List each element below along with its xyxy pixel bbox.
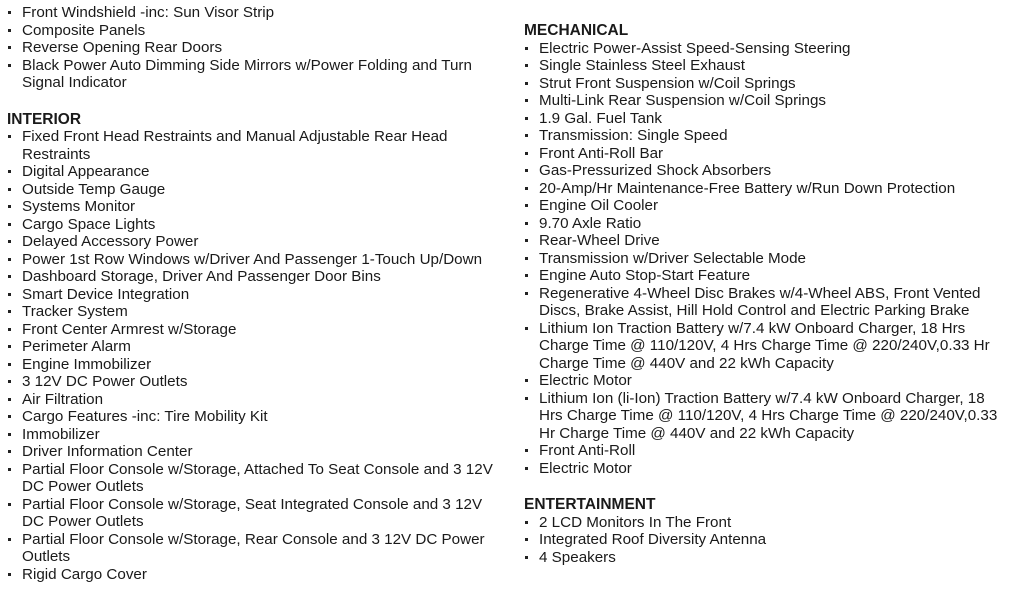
feature-text: Engine Immobilizer <box>22 355 152 373</box>
feature-item <box>7 57 512 92</box>
feature-text: Engine Auto Stop-Start Feature <box>539 267 751 284</box>
feature-item <box>7 461 512 496</box>
feature-item <box>7 443 512 461</box>
section-heading: INTERIOR <box>7 110 82 128</box>
feature-text: Front Anti-Roll Bar <box>539 144 664 162</box>
feature-item <box>7 303 512 321</box>
feature-item <box>7 4 512 22</box>
right-column <box>524 22 1019 566</box>
section-mechanical <box>524 22 1019 477</box>
feature-item <box>7 163 512 181</box>
feature-text: Air Filtration <box>22 390 104 408</box>
feature-item <box>7 408 512 426</box>
feature-item <box>7 426 512 444</box>
feature-text: Delayed Accessory Power <box>22 233 199 250</box>
feature-text: Electric Power-Assist Speed-Sensing Steering <box>539 39 851 57</box>
feature-item <box>524 145 1019 163</box>
feature-item <box>7 251 512 269</box>
feature-text: Partial Floor Console w/Storage, Seat Integrated Console and 3 12V <box>22 495 483 513</box>
feature-list <box>524 40 1019 478</box>
feature-item <box>524 92 1019 110</box>
feature-text: Immobilizer <box>22 425 100 443</box>
feature-text: Front Windshield -inc: Sun Visor Strip <box>22 4 275 21</box>
feature-text: Gas-Pressurized Shock Absorbers <box>539 162 772 179</box>
feature-item <box>524 110 1019 128</box>
feature-text: 2 LCD Monitors In The Front <box>539 513 732 531</box>
feature-item <box>7 128 512 163</box>
feature-text: 20-Amp/Hr Maintenance-Free Battery w/Run Down Protection <box>539 179 956 197</box>
feature-item <box>524 460 1019 478</box>
feature-text: Driver Information Center <box>22 443 193 460</box>
feature-text: Cargo Features -inc: Tire Mobility Kit <box>22 408 268 425</box>
feature-text: Electric Motor <box>539 459 632 477</box>
feature-text: Multi-Link Rear Suspension w/Coil Springs <box>539 92 826 109</box>
feature-text: 3 12V DC Power Outlets <box>22 373 188 390</box>
feature-item <box>7 216 512 234</box>
feature-item <box>524 531 1019 549</box>
feature-item <box>7 496 512 531</box>
feature-text: Composite Panels <box>22 21 146 39</box>
feature-text: Front Center Armrest w/Storage <box>22 320 237 338</box>
feature-item <box>524 320 1019 373</box>
feature-text: Outside Temp Gauge <box>22 180 166 198</box>
feature-item <box>524 267 1019 285</box>
feature-text: 4 Speakers <box>539 548 616 566</box>
feature-item <box>524 57 1019 75</box>
feature-item <box>7 233 512 251</box>
feature-text: Dashboard Storage, Driver And Passenger Door Bins <box>22 268 381 285</box>
feature-item <box>524 250 1019 268</box>
feature-text: Strut Front Suspension w/Coil Springs <box>539 74 796 92</box>
feature-text: Perimeter Alarm <box>22 338 131 355</box>
section-interior <box>7 111 512 584</box>
section-heading: MECHANICAL <box>524 22 629 39</box>
feature-text: Hr Charge Time @ 440V and 22 kWh Capacity <box>539 424 855 442</box>
feature-text: Systems Monitor <box>22 198 136 215</box>
feature-text: Engine Oil Cooler <box>539 197 659 214</box>
feature-text: Reverse Opening Rear Doors <box>22 39 223 56</box>
feature-item <box>7 391 512 409</box>
feature-text: Rigid Cargo Cover <box>22 565 147 583</box>
feature-item <box>7 373 512 391</box>
feature-text: Digital Appearance <box>22 163 150 180</box>
feature-item <box>524 75 1019 93</box>
feature-item <box>524 197 1019 215</box>
feature-item <box>524 285 1019 320</box>
feature-item <box>7 356 512 374</box>
feature-text: Restraints <box>22 145 91 163</box>
feature-text: Charge Time @ 440V and 22 kWh Capacity <box>539 354 834 372</box>
feature-item <box>524 372 1019 390</box>
feature-item <box>7 286 512 304</box>
feature-item <box>7 22 512 40</box>
feature-text: Partial Floor Console w/Storage, Rear Console and 3 12V DC Power <box>22 530 485 548</box>
feature-text: Integrated Roof Diversity Antenna <box>539 531 767 548</box>
section-entertainment <box>524 496 1019 566</box>
feature-text: Discs, Brake Assist, Hill Hold Control and Electric Parking Brake <box>539 302 970 319</box>
feature-list <box>7 4 512 92</box>
feature-text: 9.70 Axle Ratio <box>539 214 642 232</box>
feature-item <box>7 321 512 339</box>
feature-text: Front Anti-Roll <box>539 442 636 459</box>
feature-text: Power 1st Row Windows w/Driver And Passenger 1-Touch Up/Down <box>22 250 483 268</box>
feature-text: DC Power Outlets <box>22 478 144 495</box>
feature-text: DC Power Outlets <box>22 513 144 530</box>
feature-text: Fixed Front Head Restraints and Manual Adjustable Rear Head <box>22 128 448 145</box>
feature-item <box>524 514 1019 532</box>
feature-text: Cargo Space Lights <box>22 215 156 233</box>
feature-item <box>524 40 1019 58</box>
feature-item <box>7 338 512 356</box>
feature-item <box>524 549 1019 567</box>
feature-text: Rear-Wheel Drive <box>539 232 660 249</box>
feature-item <box>524 390 1019 443</box>
feature-item <box>7 268 512 286</box>
feature-item <box>7 198 512 216</box>
feature-text: Black Power Auto Dimming Side Mirrors w/Power Folding and Turn <box>22 56 472 74</box>
section-heading: ENTERTAINMENT <box>524 496 656 513</box>
feature-item <box>524 232 1019 250</box>
feature-text: Lithium Ion Traction Battery w/7.4 kW Onboard Charger, 18 Hrs <box>539 319 966 337</box>
feature-text: Single Stainless Steel Exhaust <box>539 57 745 74</box>
feature-text: Outlets <box>22 548 71 565</box>
feature-text: Signal Indicator <box>22 74 127 91</box>
feature-list <box>524 514 1019 567</box>
left-column <box>7 4 512 583</box>
feature-item <box>524 162 1019 180</box>
feature-text: Lithium Ion (li-Ion) Traction Battery w/7.4 kW Onboard Charger, 18 <box>539 389 985 407</box>
feature-text: Smart Device Integration <box>22 285 190 303</box>
feature-item <box>7 181 512 199</box>
feature-text: Hrs Charge Time @ 110/120V, 4 Hrs Charge Time @ 220/240V,0.33 <box>539 407 998 424</box>
feature-item <box>524 180 1019 198</box>
feature-text: Regenerative 4-Wheel Disc Brakes w/4-Wheel ABS, Front Vented <box>539 284 981 302</box>
feature-item <box>524 127 1019 145</box>
feature-list <box>7 128 512 583</box>
feature-text: Partial Floor Console w/Storage, Attached To Seat Console and 3 12V <box>22 460 493 478</box>
feature-item <box>524 442 1019 460</box>
feature-text: 1.9 Gal. Fuel Tank <box>539 109 662 127</box>
feature-text: Charge Time @ 110/120V, 4 Hrs Charge Time @ 220/240V,0.33 Hr <box>539 337 990 354</box>
feature-item <box>524 215 1019 233</box>
feature-text: Tracker System <box>22 303 128 320</box>
feature-text: Electric Motor <box>539 372 632 389</box>
feature-item <box>7 531 512 566</box>
feature-text: Transmission: Single Speed <box>539 127 728 144</box>
feature-item <box>7 39 512 57</box>
feature-item <box>7 566 512 584</box>
feature-text: Transmission w/Driver Selectable Mode <box>539 249 806 267</box>
